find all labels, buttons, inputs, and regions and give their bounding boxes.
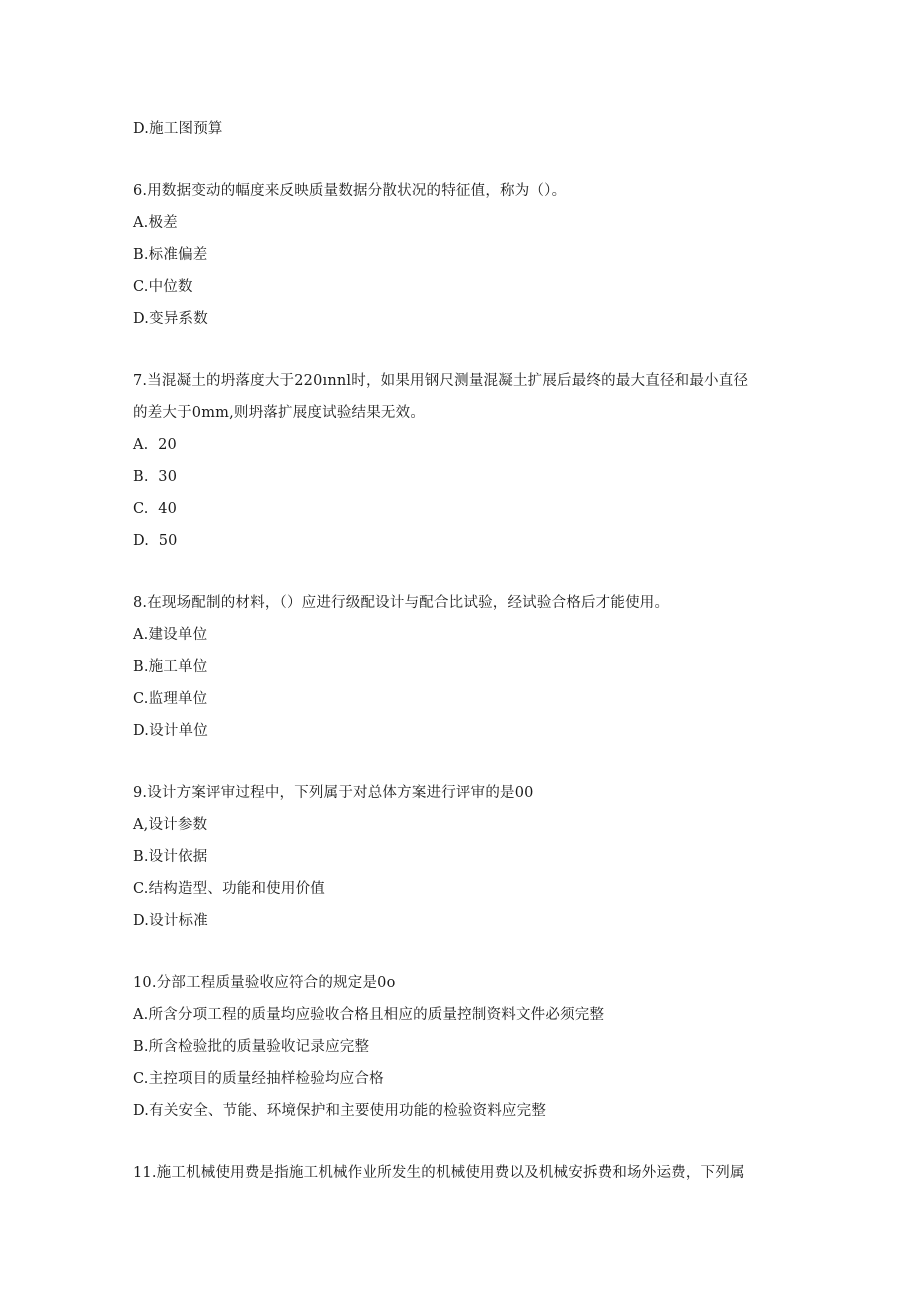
option-c: C.中位数 — [133, 279, 193, 295]
option-b: B. 30 — [133, 469, 178, 485]
option-c: C. 40 — [133, 501, 178, 517]
option-b: B.所含检验批的质量验收记录应完整 — [133, 1039, 370, 1055]
question-8 — [133, 587, 793, 747]
option-d: D.设计单位 — [133, 723, 208, 739]
question-stem-line1: 7.当混凝土的坍落度大于220ınnl时，如果用钢尺测量混凝土扩展后最终的最大直径和最小直径 — [133, 373, 749, 389]
option-c: C.结构造型、功能和使用价值 — [133, 881, 325, 897]
option-d: D.变异系数 — [133, 311, 208, 327]
question-9 — [133, 777, 793, 937]
question-stem: 6.用数据变动的幅度来反映质量数据分散状况的特征值，称为（）。 — [133, 183, 567, 199]
option-c: C.监理单位 — [133, 691, 208, 707]
option-b: B.施工单位 — [133, 659, 208, 675]
option-a: A. 20 — [133, 437, 177, 453]
option-b: B.标准偏差 — [133, 247, 208, 263]
question-10 — [133, 967, 793, 1127]
option-a: A.极差 — [133, 215, 178, 231]
option-a: A.建设单位 — [133, 627, 208, 643]
option-b: B.设计依据 — [133, 849, 208, 865]
option-d-prev: D.施工图预算 — [133, 121, 223, 137]
question-stem: 10.分部工程质量验收应符合的规定是0o — [133, 975, 396, 991]
question-stem: 8.在现场配制的材料，（）应进行级配设计与配合比试验，经试验合格后才能使用。 — [133, 595, 670, 611]
question-6 — [133, 175, 793, 335]
option-d: D.设计标准 — [133, 913, 208, 929]
question-stem-line2: 的差大于0mm,则坍落扩展度试验结果无效。 — [133, 405, 426, 421]
option-c: C.主控项目的质量经抽样检验均应合格 — [133, 1071, 384, 1087]
question-stem: 11.施工机械使用费是指施工机械作业所发生的机械使用费以及机械安拆费和场外运费，下列属 — [133, 1165, 745, 1181]
question-stem: 9.设计方案评审过程中，下列属于对总体方案进行评审的是00 — [133, 785, 534, 801]
question-7 — [133, 365, 793, 557]
option-d: D.有关安全、节能、环境保护和主要使用功能的检验资料应完整 — [133, 1103, 547, 1119]
option-d: D. 50 — [133, 533, 178, 549]
document-page — [133, 113, 793, 1189]
question-11 — [133, 1157, 793, 1189]
option-a: A,设计参数 — [133, 817, 208, 833]
option-a: A.所含分项工程的质量均应验收合格且相应的质量控制资料文件必须完整 — [133, 1007, 605, 1023]
